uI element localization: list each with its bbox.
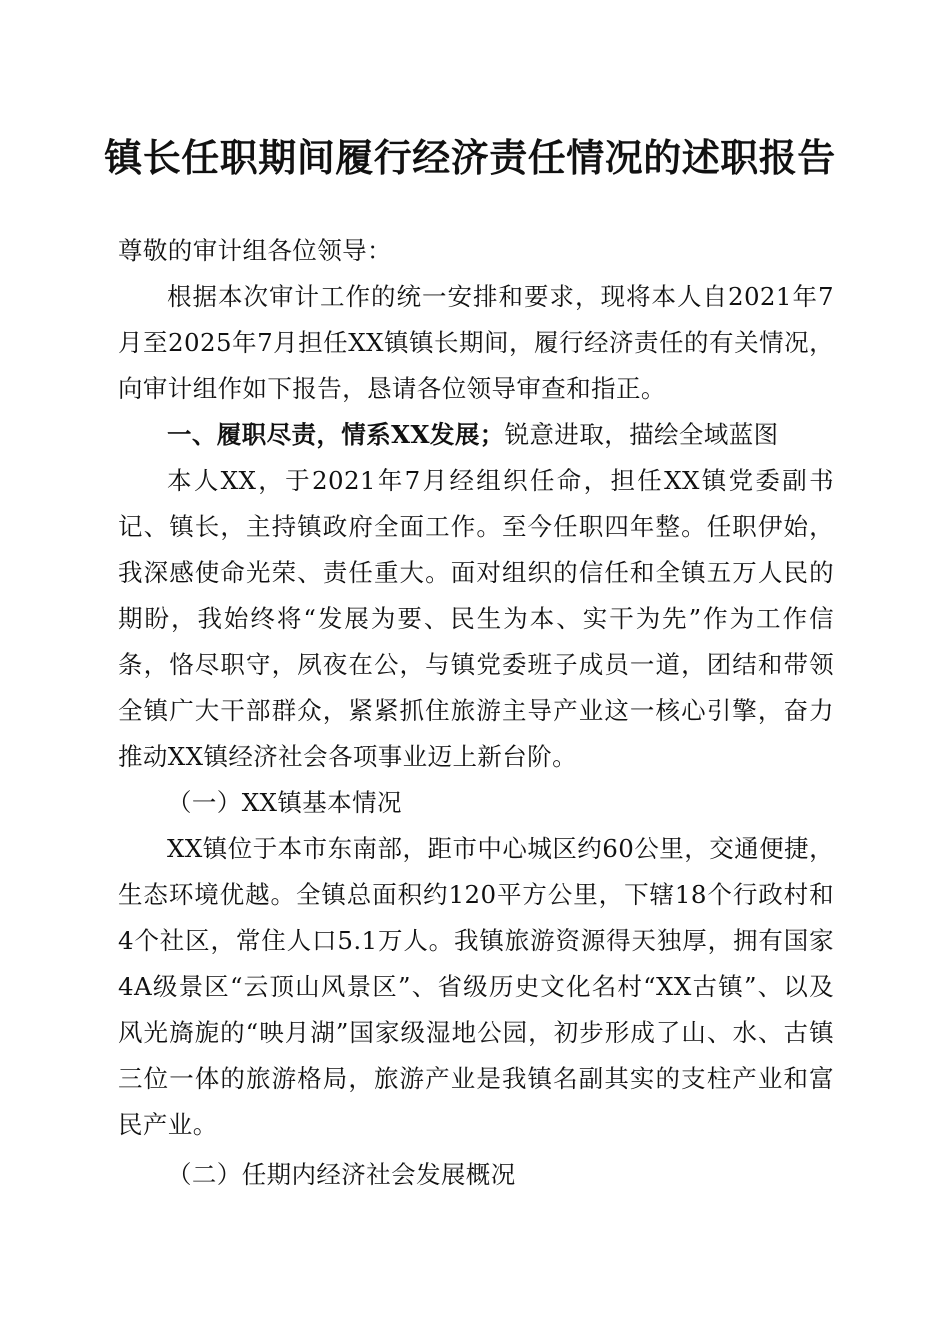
section-1-heading	[118, 412, 834, 458]
section-1-heading-rest: 锐意进取，描绘全域蓝图	[504, 420, 779, 449]
section-1-heading-bold: 一、履职尽责，情系XX发展；	[167, 420, 505, 449]
salutation: 尊敬的审计组各位领导：	[118, 236, 392, 265]
subsection-1-heading: （一）XX镇基本情况	[167, 788, 402, 817]
section-1-paragraph: 本人XX，于2021年7月经组织任命，担任XX镇党委副书记、镇长，主持镇政府全面工作。至今任职四年整。任职伊始，我深感使命光荣、责任重大。面对组织的信任和全镇五万人民的期盼，我始终将“发展为要、民生为本、实干为先”作为工作信条，恪尽职守，夙夜在公，与镇党委班子成员一道，团结和带领全镇广大干部群众，紧紧抓住旅游主导产业这一核心引擎，奋力推动XX镇经济社会各项事业迈上新台阶。	[118, 466, 834, 771]
subsection-1-paragraph: XX镇位于本市东南部，距市中心城区约60公里，交通便捷，生态环境优越。全镇总面积约120平方公里，下辖18个行政村和4个社区，常住人口5.1万人。我镇旅游资源得天独厚，拥有国家4A级景区“云顶山风景区”、省级历史文化名村“XX古镇”、以及风光旖旎的“映月湖”国家级湿地公园，初步形成了山、水、古镇三位一体的旅游格局，旅游产业是我镇名副其实的支柱产业和富民产业。	[118, 834, 834, 1139]
document-body	[118, 228, 834, 1198]
document-title: 镇长任职期间履行经济责任情况的述职报告	[104, 135, 836, 180]
subsection-2-heading: （二）任期内经济社会发展概况	[167, 1160, 516, 1189]
intro-paragraph: 根据本次审计工作的统一安排和要求，现将本人自2021年7月至2025年7月担任XX镇镇长期间，履行经济责任的有关情况，向审计组作如下报告，恳请各位领导审查和指正。	[118, 282, 834, 403]
